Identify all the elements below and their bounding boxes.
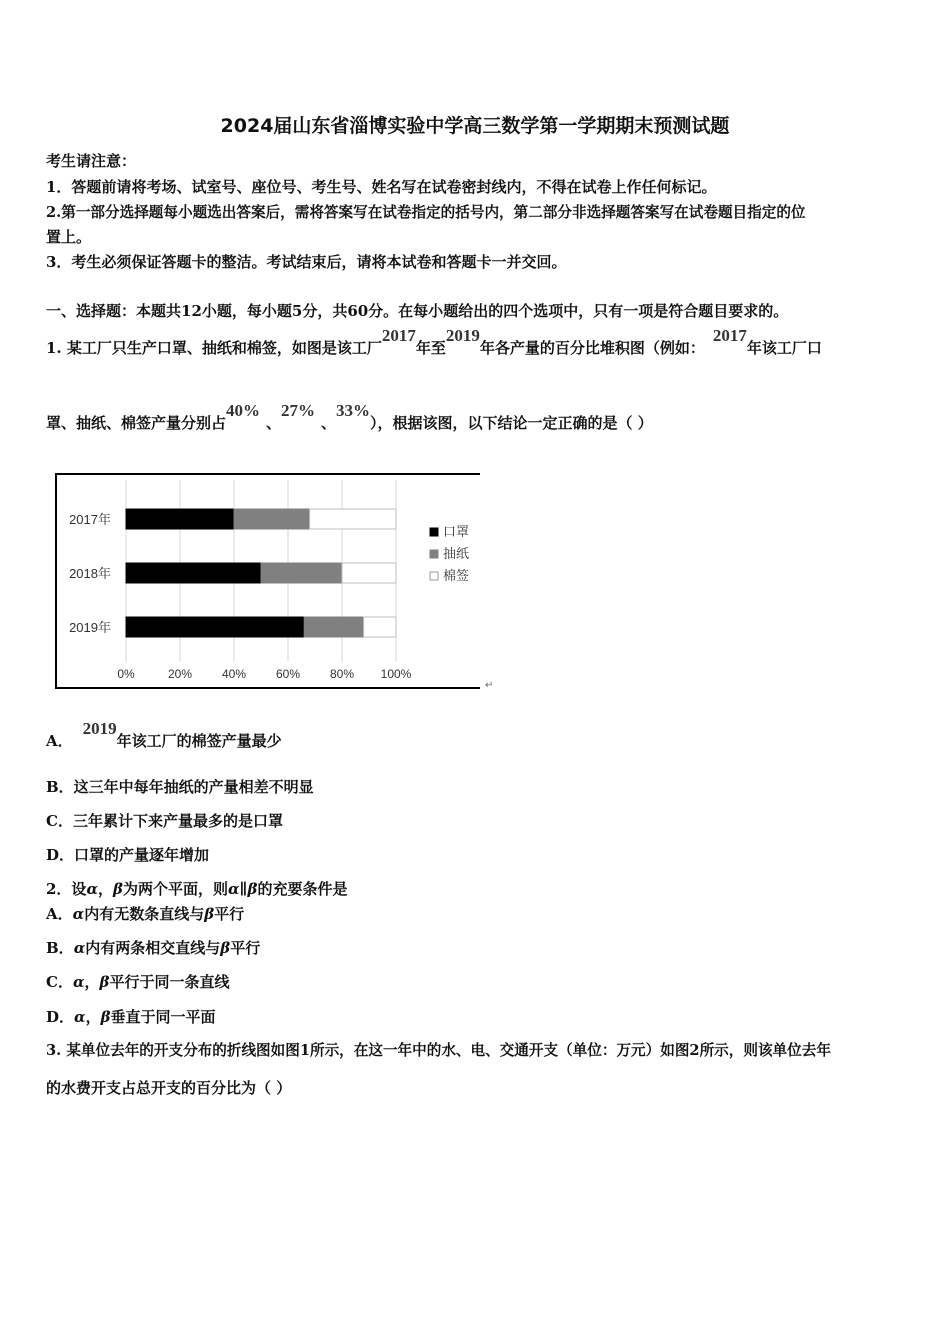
- chart-svg: [55, 472, 495, 692]
- q2-option-c-alpha: α: [72, 973, 85, 991]
- q1-value-40: 40%: [226, 401, 261, 420]
- q2-option-a-mid: 内有无数条直线与: [84, 905, 205, 923]
- q1-option-b: B．这三年中每年抽纸的产量相差不明显: [46, 778, 314, 796]
- q2-stem-pre: 2．设: [46, 880, 87, 898]
- q1-text-3: 年各产量的百分比堆积图（例如：: [479, 339, 705, 357]
- q2-alpha: α: [86, 880, 98, 898]
- q2-option-c: [46, 972, 230, 992]
- q1-text-4: 年该工厂口: [746, 339, 822, 357]
- q1-year-2017: 2017: [381, 326, 416, 345]
- q3-stem-line2: 的水费开支占总开支的百分比为（ ）: [46, 1079, 292, 1097]
- q1-option-a-text: 年该工厂的棉签产量最少: [116, 732, 282, 750]
- notice-item-2a: 2.第一部分选择题每小题选出答案后，需将答案写在试卷指定的括号内，第二部分非选择题答案写在试卷题目指定的位: [46, 204, 806, 221]
- q2-option-b-beta: β: [220, 939, 231, 957]
- legend-label: 棉签: [443, 568, 470, 583]
- q1-sep-1: 、: [266, 414, 282, 432]
- legend-swatch: [430, 572, 438, 580]
- q2-alpha-2: α: [227, 880, 240, 898]
- q1-option-a-label: A．: [46, 732, 73, 750]
- return-mark: ↵: [485, 680, 494, 691]
- q2-beta: β: [113, 880, 123, 898]
- q1-option-c: C．三年累计下来产量最多的是口罩: [46, 812, 283, 830]
- bar-segment: [126, 617, 304, 637]
- q3-stem-line1: 3. 某单位去年的开支分布的折线图如图1所示，在这一年中的水、电、交通开支（单位：万元）如图2所示，则该单位去年: [46, 1042, 831, 1059]
- x-tick-label: 60%: [275, 667, 301, 681]
- q2-option-a-alpha: α: [72, 905, 85, 923]
- q1-text-2: 年至: [415, 339, 446, 357]
- notice-heading: 考生请注意：: [46, 152, 137, 170]
- category-label: 2019年: [69, 620, 111, 635]
- q2-option-b-label: B．: [46, 939, 74, 957]
- category-label: 2018年: [69, 566, 111, 581]
- q2-option-d-alpha: α: [74, 1008, 86, 1026]
- q2-stem-post: 的充要条件是: [257, 880, 348, 898]
- q2-option-d: [46, 1007, 216, 1027]
- notice-item-3: 3．考生必须保证答题卡的整洁。考试结束后，请将本试卷和答题卡一并交回。: [46, 253, 567, 271]
- q2-option-c-comma: ，: [84, 973, 100, 991]
- q2-comma: ，: [97, 880, 113, 898]
- bar-segment: [126, 563, 261, 583]
- q2-option-c-label: C．: [46, 973, 73, 991]
- q2-option-b-mid: 内有两条相交直线与: [85, 939, 221, 957]
- section-heading: 一、选择题：本题共12小题，每小题5分，共60分。在每小题给出的四个选项中，只有一项是符合题目要求的。: [46, 302, 789, 320]
- notice-item-1: 1．答题前请将考场、试室号、座位号、考生号、姓名写在试卷密封线内，不得在试卷上作任何标记。: [46, 178, 717, 196]
- legend-swatch: [430, 550, 438, 558]
- q2-beta-2: β: [247, 880, 258, 898]
- q2-option-b: [46, 938, 260, 958]
- q1-option-a: [46, 719, 282, 751]
- q2-option-c-beta: β: [99, 973, 110, 991]
- q2-option-d-beta: β: [100, 1008, 111, 1026]
- q2-stem: [46, 879, 347, 899]
- q1-option-a-year: 2019: [82, 719, 117, 738]
- x-tick-label: 80%: [329, 667, 355, 681]
- q2-option-c-post: 平行于同一条直线: [109, 973, 230, 991]
- bar-segment: [342, 563, 396, 583]
- q1-stem-line1: [46, 326, 822, 358]
- legend-label: 抽纸: [443, 546, 470, 561]
- q2-option-d-post: 垂直于同一平面: [110, 1008, 216, 1026]
- x-tick-label: 0%: [117, 667, 135, 681]
- q1-sep-2: 、: [321, 414, 337, 432]
- bar-segment: [310, 509, 396, 529]
- q2-option-a: [46, 904, 244, 924]
- bar-segment: [364, 617, 396, 637]
- q2-option-d-label: D．: [46, 1008, 75, 1026]
- q2-stem-mid: 为两个平面，则: [122, 880, 228, 898]
- q2-option-b-alpha: α: [73, 939, 86, 957]
- x-tick-label: 100%: [380, 667, 412, 681]
- bar-segment: [261, 563, 342, 583]
- q1-value-33: 33%: [336, 401, 371, 420]
- q2-option-a-label: A．: [46, 905, 73, 923]
- x-tick-label: 40%: [221, 667, 247, 681]
- bar-segment: [304, 617, 363, 637]
- bar-segment: [126, 509, 234, 529]
- q2-option-d-comma: ，: [85, 1008, 101, 1026]
- legend-label: 口罩: [443, 524, 470, 539]
- q1-year-2019: 2019: [445, 326, 480, 345]
- q1-year-2017b: 2017: [712, 326, 747, 345]
- stacked-bar-chart: [55, 472, 495, 692]
- q2-parallel: ∥: [239, 880, 248, 898]
- q1-text-5: 罩、抽纸、棉签产量分别占: [46, 414, 227, 432]
- category-label: 2017年: [69, 512, 111, 527]
- q1-option-d: D．口罩的产量逐年增加: [46, 846, 210, 864]
- page-title: 2024届山东省淄博实验中学高三数学第一学期期末预测试题: [220, 115, 730, 137]
- legend-swatch: [430, 528, 438, 536]
- x-tick-label: 20%: [167, 667, 193, 681]
- bar-segment: [234, 509, 310, 529]
- q1-value-27: 27%: [281, 401, 316, 420]
- q2-option-a-post: 平行: [214, 905, 245, 923]
- q2-option-a-beta: β: [204, 905, 215, 923]
- q1-text-6: ），根据该图，以下结论一定正确的是（ ）: [370, 414, 653, 432]
- q2-option-b-post: 平行: [230, 939, 261, 957]
- q1-stem-line2: [46, 401, 653, 433]
- notice-item-2b: 置上。: [46, 228, 92, 246]
- q1-text-1: 1. 某工厂只生产口罩、抽纸和棉签，如图是该工厂: [46, 339, 382, 357]
